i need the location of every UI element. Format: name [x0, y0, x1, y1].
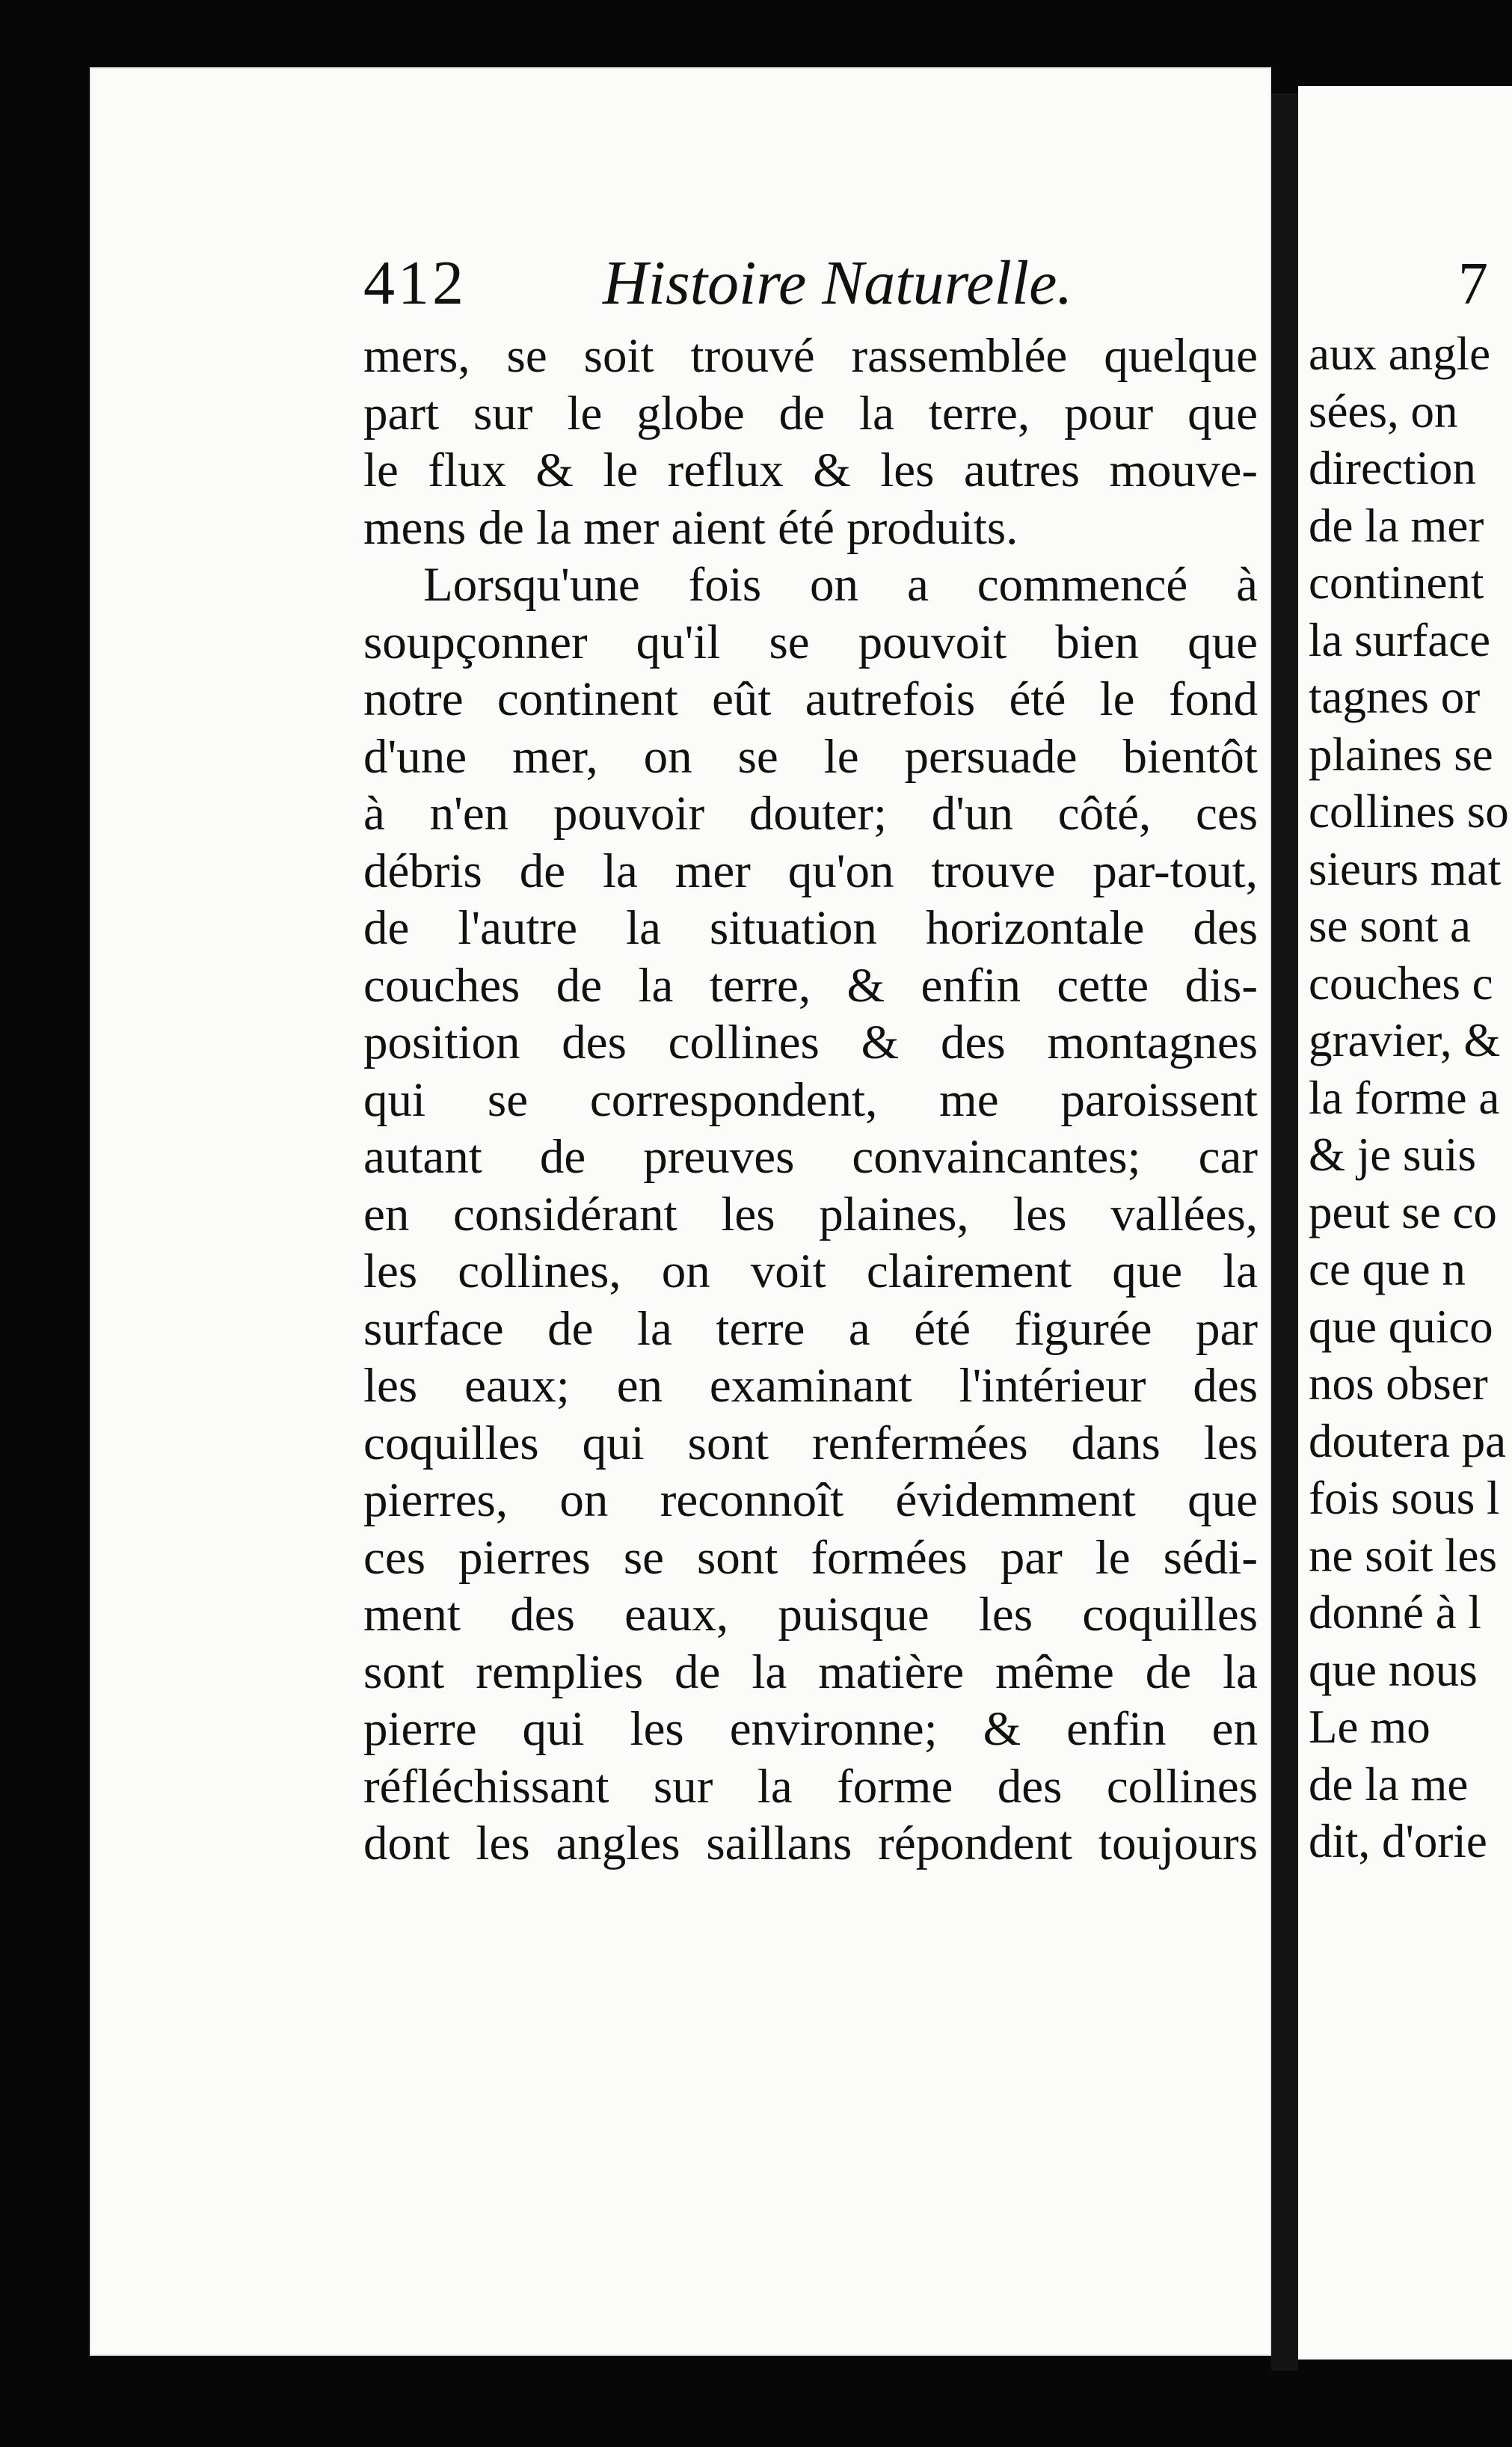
facing-page-text [1309, 243, 1512, 1870]
text-line: qui se correspondent, me paroissent [363, 1072, 1258, 1127]
facing-text-line: doutera pa [1309, 1414, 1507, 1467]
text-line: soupçonner qu'il se pouvoit bien que [363, 615, 1258, 669]
facing-text-line: peut se co [1309, 1185, 1497, 1238]
text-line: mens de la mer aient été produits. [363, 500, 1018, 555]
text-line: d'une mer, on se le persuade bientôt [363, 729, 1258, 784]
text-line: dont les angles saillans répondent toujours [363, 1817, 1258, 1870]
text-line: en considérant les plaines, les vallées, [363, 1187, 1258, 1241]
text-line: part sur le globe de la terre, pour que [363, 386, 1258, 440]
page-header [363, 247, 1261, 329]
text-line: les eaux; en examinant l'intérieur des [363, 1359, 1258, 1413]
text-line: notre continent eût autrefois été le fond [363, 672, 1258, 726]
text-line: sont remplies de la matière même de la [363, 1645, 1258, 1699]
facing-text-line: donné à l [1309, 1586, 1481, 1639]
facing-text-line: la surface [1309, 613, 1491, 666]
text-line: couches de la terre, & enfin cette dis- [363, 958, 1258, 1013]
facing-text-line: que nous [1309, 1643, 1478, 1696]
facing-text-line: que quico [1309, 1300, 1493, 1353]
facing-text-line: sées, on [1309, 384, 1458, 437]
facing-text-line: & je suis [1309, 1129, 1477, 1181]
text-line: débris de la mer qu'on trouve par-tout, [363, 844, 1258, 898]
facing-text-line: collines so [1309, 785, 1509, 838]
facing-text-line: fois sous l [1309, 1472, 1500, 1524]
facing-text-line: de la me [1309, 1757, 1469, 1811]
running-title: Histoire Naturelle. [603, 248, 1073, 318]
facing-text-line: tagnes or [1309, 671, 1481, 723]
facing-text-line: sieurs mat [1309, 842, 1502, 895]
text-line: de l'autre la situation horizontale des [363, 901, 1258, 955]
facing-text-line: la forme a [1309, 1071, 1500, 1124]
facing-text-line: de la mer [1309, 499, 1484, 552]
facing-text-line: plaines se [1309, 728, 1493, 781]
facing-text-line: se sont a [1309, 900, 1471, 952]
facing-text-line: gravier, & [1309, 1014, 1501, 1066]
text-line: position des collines & des montagnes [363, 1016, 1258, 1069]
facing-text-line: ne soit les [1309, 1529, 1497, 1582]
facing-text-line: Le mo [1309, 1701, 1430, 1753]
text-line: ment des eaux, puisque les coquilles [363, 1588, 1258, 1642]
text-line: à n'en pouvoir douter; d'un côté, ces [363, 787, 1258, 841]
text-line: mers, se soit trouvé rassemblée quelque [363, 329, 1258, 383]
text-line: les collines, on voit clairement que la [363, 1244, 1258, 1298]
facing-text-line: continent [1309, 556, 1484, 609]
text-line: pierres, on reconnoît évidemment que [363, 1473, 1258, 1527]
facing-text-line: couches c [1309, 957, 1493, 1010]
text-line: surface de la terre a été figurée par [363, 1301, 1258, 1356]
facing-text-line: aux angle [1309, 328, 1491, 380]
text-line: le flux & le reflux & les autres mouve- [363, 443, 1258, 497]
text-line: coquilles qui sont renfermées dans les [363, 1416, 1258, 1470]
facing-page-number: 7 [1458, 251, 1488, 317]
text-line: pierre qui les environne; & enfin en [363, 1702, 1258, 1756]
facing-text-line: direction [1309, 442, 1476, 494]
page-number: 412 [363, 248, 467, 318]
text-line: autant de preuves convaincantes; car [363, 1130, 1258, 1184]
facing-text-line: nos obser [1309, 1357, 1488, 1410]
text-line: ces pierres se sont formées par le sédi- [363, 1530, 1258, 1585]
body-text [363, 328, 1258, 1873]
text-line: réfléchissant sur la forme des collines [363, 1759, 1258, 1814]
facing-text-line: ce que n [1309, 1243, 1466, 1295]
book-gutter [1271, 93, 1298, 2371]
paragraph-start-line: Lorsqu'une fois on a commencé à [423, 558, 1258, 612]
facing-text-line: dit, d'orie [1309, 1815, 1487, 1867]
